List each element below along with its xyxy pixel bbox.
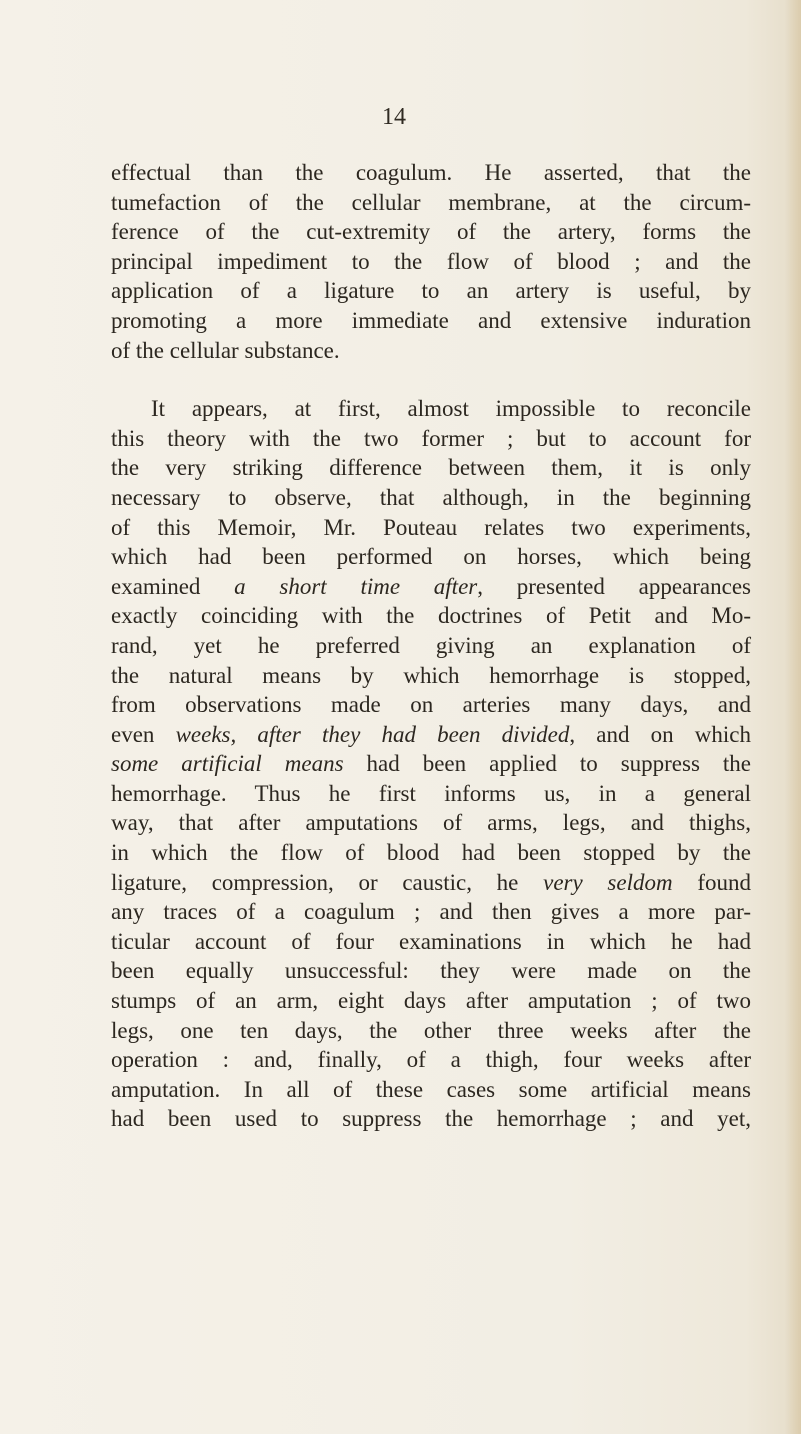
italic-text-run: weeks, after they had been divided	[175, 721, 570, 747]
text-run: stumps of an arm, eight days after amputation ; of two	[111, 988, 751, 1014]
text-run: found	[672, 869, 751, 895]
text-run: even	[111, 721, 176, 747]
text-line	[111, 1075, 751, 1105]
text-line	[111, 276, 751, 306]
text-line	[111, 956, 751, 986]
text-run: examined	[111, 573, 235, 599]
text-run: ligature, compression, or caustic, he	[111, 869, 544, 895]
text-run: operation : and, finally, of a thigh, four weeks after	[111, 1047, 751, 1073]
text-line	[111, 927, 751, 957]
text-run: promoting a more immediate and extensive induration	[111, 307, 751, 333]
text-line	[111, 986, 751, 1016]
text-run: ticular account of four examinations in which he had	[111, 928, 751, 954]
text-run: legs, one ten days, the other three weeks after the	[111, 1017, 751, 1043]
text-line	[111, 1045, 751, 1075]
text-line	[111, 247, 751, 277]
text-line	[111, 661, 751, 691]
text-line	[111, 394, 751, 424]
text-line	[111, 513, 751, 543]
text-line	[111, 453, 751, 483]
text-line	[111, 542, 751, 572]
text-run: been equally unsuccessful: they were made on the	[111, 958, 751, 984]
text-line	[111, 158, 751, 188]
text-run: application of a ligature to an artery is useful, by	[111, 278, 751, 304]
text-run: this theory with the two former ; but to account for	[111, 425, 751, 451]
text-run: principal impediment to the flow of blood ; and the	[111, 248, 751, 274]
text-line	[111, 838, 751, 868]
paragraph-1	[111, 158, 751, 365]
text-run: , presented appearances	[477, 573, 751, 599]
text-line	[111, 306, 751, 336]
text-run: hemorrhage. Thus he first informs us, in a general	[111, 780, 751, 806]
text-run: necessary to observe, that although, in the beginning	[111, 484, 751, 510]
text-line	[111, 336, 751, 366]
text-line	[111, 897, 751, 927]
text-line	[111, 1104, 751, 1134]
page-edge-shadow	[785, 0, 801, 1434]
paragraph-2	[111, 394, 751, 1134]
text-run: had been used to suppress the hemorrhage ; and yet,	[111, 1106, 751, 1132]
body-text	[111, 158, 751, 1134]
text-run: tumefaction of the cellular membrane, at the circum-	[111, 189, 751, 215]
text-run: way, that after amputations of arms, legs, and thighs,	[111, 810, 751, 836]
text-run: ference of the cut-extremity of the artery, forms the	[111, 219, 751, 245]
text-line	[111, 720, 751, 750]
text-line	[111, 779, 751, 809]
text-line	[111, 749, 751, 779]
text-line	[111, 188, 751, 218]
text-line	[111, 690, 751, 720]
text-run: which had been performed on horses, which being	[111, 544, 751, 570]
text-run: the very striking difference between them, it is only	[111, 455, 751, 481]
italic-text-run: some artificial means	[111, 751, 344, 777]
italic-text-run: a short time after	[234, 573, 478, 599]
text-run: in which the flow of blood had been stopped by the	[111, 840, 751, 866]
text-line	[111, 1016, 751, 1046]
text-run: from observations made on arteries many days, and	[111, 692, 751, 718]
text-run: amputation. In all of these cases some artificial means	[111, 1076, 751, 1102]
text-line	[111, 631, 751, 661]
text-run: of this Memoir, Mr. Pouteau relates two experiments,	[111, 514, 751, 540]
text-run: effectual than the coagulum. He asserted, that the	[111, 160, 751, 185]
text-run: of the cellular substance.	[111, 337, 340, 363]
text-line	[111, 808, 751, 838]
text-line	[111, 217, 751, 247]
text-line	[111, 868, 751, 898]
text-line	[111, 601, 751, 631]
text-line	[111, 572, 751, 602]
text-line	[111, 483, 751, 513]
text-run: exactly coinciding with the doctrines of Petit and Mo-	[111, 603, 751, 629]
text-run: the natural means by which hemorrhage is stopped,	[111, 662, 751, 688]
text-run: any traces of a coagulum ; and then gives a more par-	[111, 899, 751, 925]
text-run: rand, yet he preferred giving an explanation of	[111, 632, 751, 658]
text-run: , and on which	[569, 721, 752, 747]
text-run: had been applied to suppress the	[343, 751, 752, 777]
text-run: It appears, at first, almost impossible to reconcile	[151, 396, 751, 422]
italic-text-run: very seldom	[543, 869, 673, 895]
text-line	[111, 424, 751, 454]
page-number: 14	[382, 104, 406, 130]
